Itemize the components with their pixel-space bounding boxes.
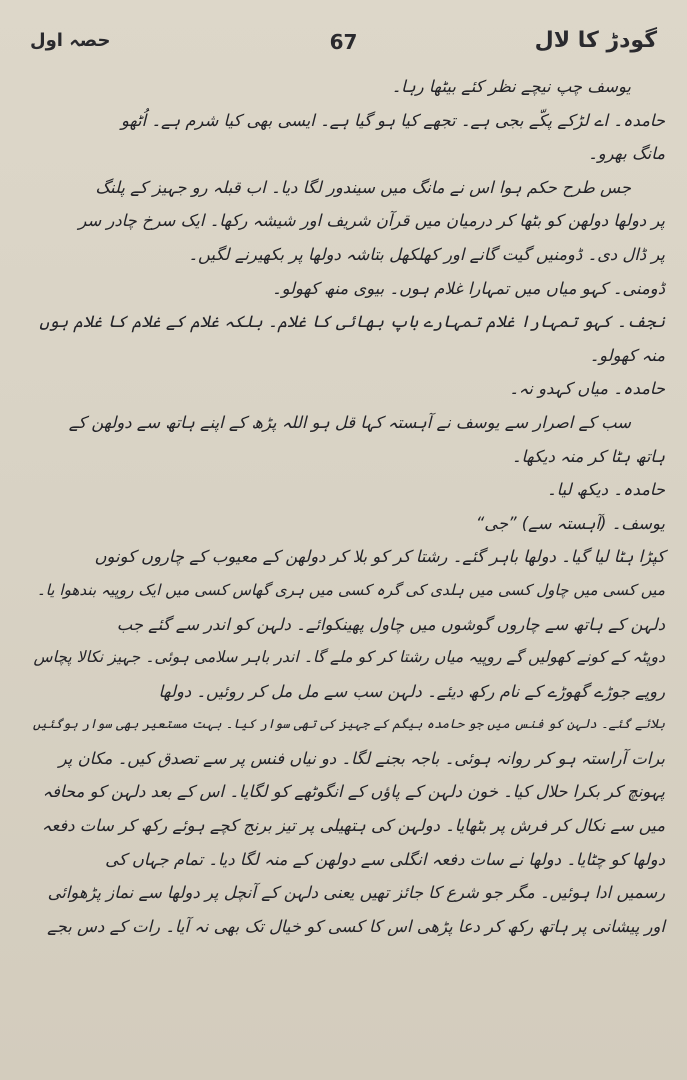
page-header [30, 28, 657, 68]
page-number: 67 [329, 30, 358, 54]
text-line: پر ڈال دی۔ ڈومنیں گیت گانے اور کھلکھل بتاشہ دولھا پر بکھیرنے لگیں۔ [188, 244, 665, 264]
text-line: ہاتھ ہٹا کر منہ دیکھا۔ [511, 446, 665, 466]
book-title: گودڑ کا لال [534, 28, 657, 53]
text-line: دولھا کو چٹایا۔ دولھا نے سات دفعہ انگلی سے دولھن کے منہ لگا دیا۔ تمام جہاں کی [105, 849, 665, 869]
text-line: حامدہ۔ دیکھ لیا۔ [547, 480, 665, 500]
page-body [22, 70, 665, 1070]
text-line: میں کسی میں چاول کسی میں ہلدی کی گرہ کسی میں ہری گھاس کسی میں ایک روپیہ بندھوا یا۔ [36, 580, 665, 599]
text-line: پر دولھا دولھن کو بٹھا کر درمیان میں قرآن شریف اور شیشہ رکھا۔ ایک سرخ چادر سر [78, 211, 665, 231]
text-line: دوپٹہ کے کونے کھولیں گے روپیہ میاں رشتا کر کو ملے گا۔ اندر باہر سلامی ہوئی۔ جہیز نکالا پچاس [33, 648, 665, 667]
text-line: نجف۔ کہو تمہارا غلام تمہارے باپ بھائی کا غلام۔ بلکہ غلام کے غلام کا غلام ہوں [39, 312, 665, 332]
text-line: رسمیں ادا ہوئیں۔ مگر جو شرع کا جائز تھیں یعنی دلہن کے آنچل پر دولھا سے نماز پڑھوائی [47, 883, 665, 903]
text-line: روپے جوڑے گھوڑے کے نام رکھ دیئے۔ دلہن سب سے مل مل کر روئیں۔ دولھا [158, 681, 665, 701]
text-line: ڈومنی۔ کہو میاں میں تمہارا غلام ہوں۔ بیوی منھ کھولو۔ [271, 278, 665, 298]
text-line: مانگ بھرو۔ [588, 144, 665, 164]
text-line: اور پیشانی پر ہاتھ رکھ کر دعا پڑھی اس کا کسی کو خیال تک بھی نہ آیا۔ رات کے دس بجے [47, 916, 665, 936]
text-line: یوسف۔ (آہستہ سے) ”جی“ [475, 513, 665, 533]
text-line: بلائے گئے۔ دلہن کو فنس میں جو حامدہ بیگم کے جہیز کی تھی سوار کیا۔ بہت مستعیر بھی سوار ہوگئیں [32, 717, 665, 733]
text-line: حامدہ۔ اے لڑکے پکّے بجی ہے۔ تجھے کیا ہو گیا ہے۔ ایسی بھی کیا شرم ہے۔ اُٹھو [121, 110, 665, 130]
text-line: سب کے اصرار سے یوسف نے آہستہ کہا قل ہو اللہ پڑھ کے اپنے ہاتھ سے دولھن کے [68, 412, 631, 432]
text-line: حامدہ۔ میاں کہدو نہ۔ [509, 379, 665, 399]
text-line: برات آراستہ ہو کر روانہ ہوئی۔ باجہ بجنے لگا۔ دو نیاں فنس پر سے تصدق کیں۔ مکان پر [58, 748, 665, 768]
text-line: یوسف چپ نیچے نظر کئے بیٹھا رہا۔ [391, 77, 631, 96]
text-line: دلہن کے ہاتھ سے چاروں گوشوں میں چاول پھینکوائے۔ دلہن کو اندر سے گئے جب [116, 614, 665, 634]
text-line: میں سے نکال کر فرش پر بٹھایا۔ دولہن کی ہتھیلی پر تیز برنج کچے ہوئے رکھ کر سات دفعہ [41, 816, 665, 836]
text-line: جس طرح حکم ہوا اس نے مانگ میں سیندور لگا دیا۔ اب قبلہ رو جہیز کے پلنگ [95, 177, 631, 197]
text-line: کپڑا ہٹا لیا گیا۔ دولھا باہر گئے۔ رشتا کر کو بلا کر دولھن کے معیوب کے چاروں کونوں [94, 547, 665, 567]
text-line: پہونچ کر بکرا حلال کیا۔ خون دلہن کے پاؤں کے انگوٹھے کو لگایا۔ اس کے بعد دلہن کو محافہ [42, 782, 665, 802]
part-label: حصہ اول [30, 30, 111, 51]
text-line: منہ کھولو۔ [589, 345, 665, 365]
